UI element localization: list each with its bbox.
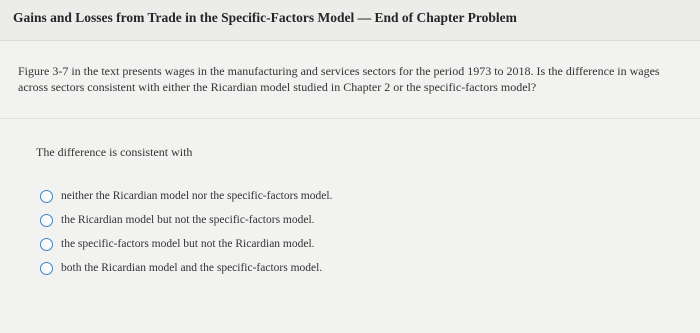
answer-option-3[interactable] (40, 232, 332, 256)
option-label-3[interactable]: the specific-factors model but not the Ricardian model. (61, 238, 315, 250)
divider (0, 118, 700, 119)
option-label-4[interactable]: both the Ricardian model and the specific-factors model. (61, 262, 323, 274)
question-text: Figure 3-7 in the text presents wages in the manufacturing and services sectors for the period 1973 to 2018. Is the difference in wages across sectors consistent with either the Ricardian model studied in Chapter 2 or the specific-factors model? (18, 64, 660, 94)
answer-prompt: The difference is consistent with (36, 145, 193, 159)
problem-header (0, 0, 700, 41)
radio-button-1[interactable] (40, 190, 53, 203)
problem-title: Gains and Losses from Trade in the Specific-Factors Model — End of Chapter Problem (13, 10, 517, 25)
radio-button-4[interactable] (40, 262, 53, 275)
option-label-2[interactable]: the Ricardian model but not the specific-factors model. (61, 214, 315, 226)
answer-option-1[interactable] (40, 184, 332, 208)
answer-option-2[interactable] (40, 208, 332, 232)
radio-button-2[interactable] (40, 214, 53, 227)
radio-button-3[interactable] (40, 238, 53, 251)
answer-options (40, 184, 332, 280)
answer-option-4[interactable] (40, 256, 332, 280)
option-label-1[interactable]: neither the Ricardian model nor the specific-factors model. (61, 190, 333, 202)
